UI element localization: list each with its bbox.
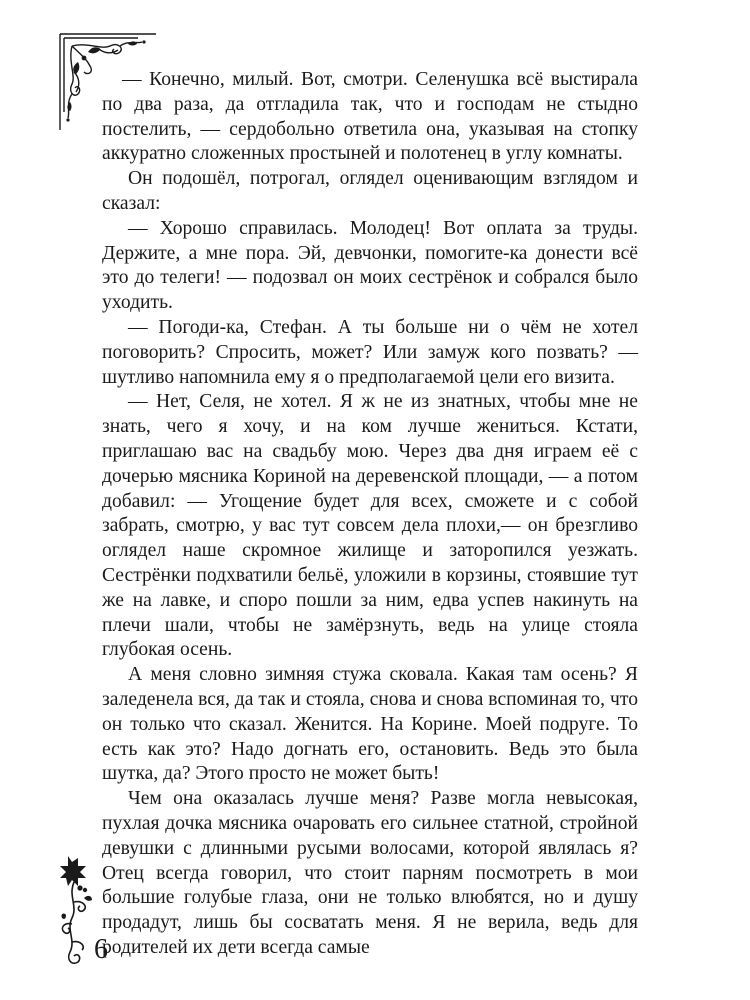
body-text: [102, 68, 638, 961]
paragraph: — Нет, Селя, не хотел. Я ж не из знатных, чтобы мне не знать, чего я хочу, и на ком лучше жениться. Кстати, приглашаю вас на свадьбу мою. Через два дня играем её с дочерью мясника Кориной на деревенской площади, — а потом добавил: — Угощение будет для всех, сможете и с собой забрать, смотрю, у вас тут совсем дела плохи,— он брезгливо оглядел наше скромное жилище и заторопился уезжать. Сестрёнки подхватили бельё, уложили в корзины, стоявшие тут же на лавке, и споро пошли за ним, едва успев накинуть на плечи шали, чтобы не замёрзнуть, ведь на улице стояла глубокая осень.: [102, 391, 638, 661]
paragraph: Чем она оказалась лучше меня? Разве могла невысокая, пухлая дочка мясника очаровать его сильнее статной, стройной девушки с длинными русыми волосами, которой являлась я? Отец всегда говорил, что стоит парням посмотреть в мои большие голубые глаза, они не только влюбятся, но и душу продадут, лишь бы сосватать меня. Я не верила, ведь для родителей их дети всегда самые: [102, 788, 638, 958]
paragraph: — Погоди-ка, Стефан. А ты больше ни о чём не хотел поговорить? Спросить, может? Или замуж кого позвать? — шутливо напомнила ему я о предполагаемой цели его визита.: [102, 316, 638, 388]
page-number: 6: [94, 934, 108, 965]
paragraph: — Конечно, милый. Вот, смотри. Селенушка всё выстирала по два раза, да отгладила так, что и господам не стыдно постелить, — сердобольно ответила она, указывая на стопку аккуратно сложенных простыней и полотенец в углу комнаты.: [102, 69, 638, 165]
paragraph: Он подошёл, потрогал, оглядел оценивающим взглядом и сказал:: [102, 168, 638, 214]
paragraph: — Хорошо справилась. Молодец! Вот оплата за труды. Держите, а мне пора. Эй, девчонки, помогите-ка донести всё это до телеги! — подозвал он моих сестрёнок и собрался было уходить.: [102, 217, 638, 314]
paragraph: А меня словно зимняя стужа сковала. Какая там осень? Я заледенела вся, да так и стояла, снова и снова вспоминая то, что он только что сказал. Женится. На Корине. Моей подруге. То есть как это? Надо догнать его, остановить. Ведь это была шутка, да? Этого просто не может быть!: [102, 664, 638, 785]
